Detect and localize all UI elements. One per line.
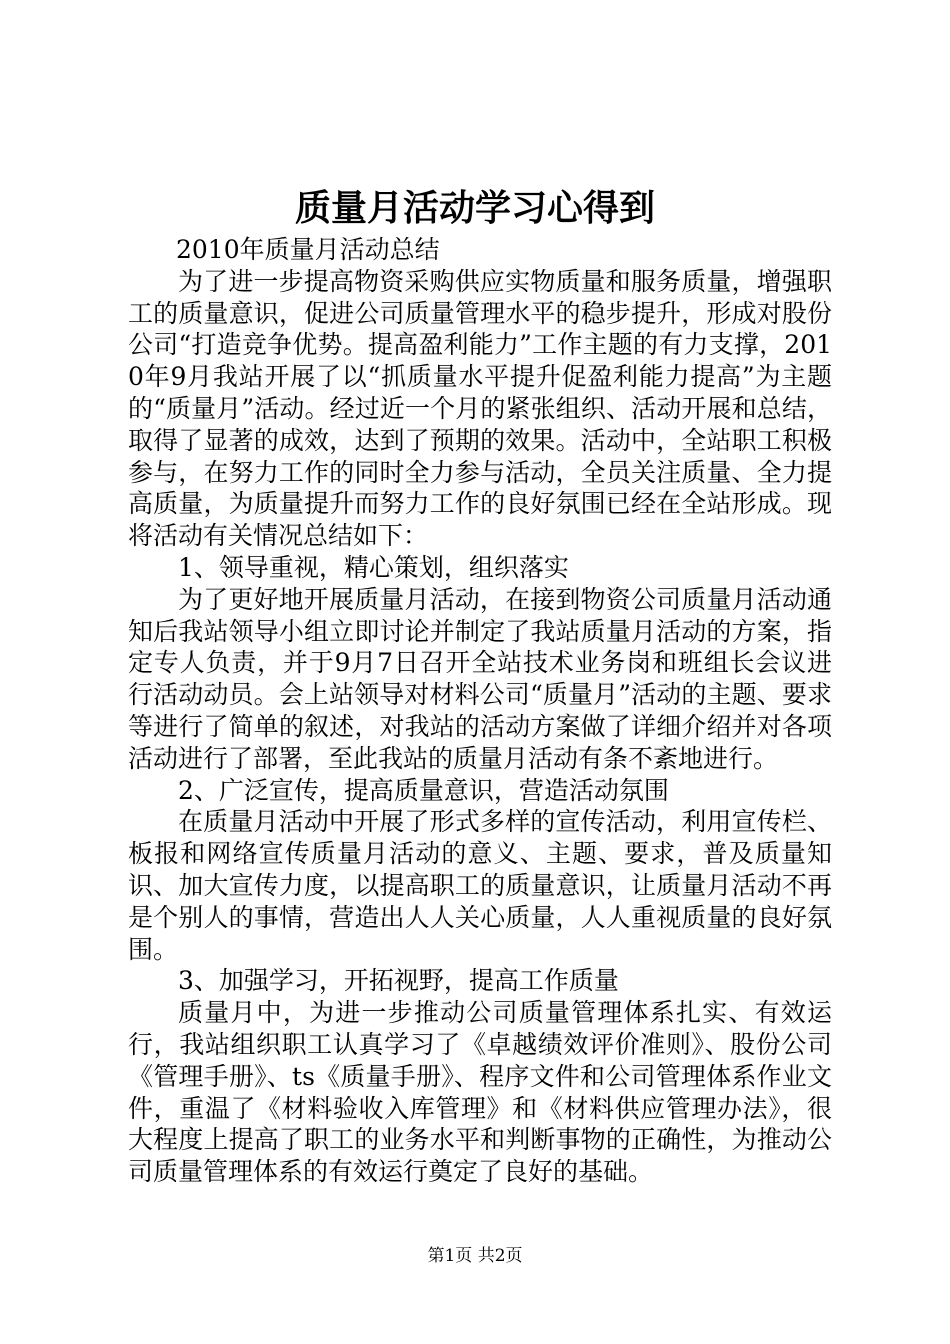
page-title: 质量月活动学习心得到 xyxy=(294,187,655,229)
page-footer: 第1页 共2页 xyxy=(427,1246,523,1266)
paragraph-section-3: 质量月中，为进一步推动公司质量管理体系扎实、有效运行，我站组织职工认真学习了《卓越绩效评价准则》、股份公司《管理手册》、ts《质量手册》、程序文件和公司管理体系作业文件，重温了《材料验收入库管理》和《材料供应管理办法》，很大程度上提高了职工的业务水平和判断事物的正确性，为推动公司质量管理体系的有效运行奠定了良好的基础。 xyxy=(128,998,832,1187)
section-heading-3: 3、加强学习，开拓视野，提高工作质量 xyxy=(178,966,619,996)
paragraph-intro: 为了进一步提高物资采购供应实物质量和服务质量，增强职工的质量意识，促进公司质量管理水平的稳步提升，形成对股份公司“打造竞争优势。提高盈利能力”工作主题的有力支撑，2010年9月我站开展了以“抓质量水平提升促盈利能力提高”为主题的“质量月”活动。经过近一个月的紧张组织、活动开展和总结，取得了显著的成效，达到了预期的效果。活动中，全站职工积极参与，在努力工作的同时全力参与活动，全员关注质量、全力提高质量，为质量提升而努力工作的良好氛围已经在全站形成。现将活动有关情况总结如下： xyxy=(128,266,832,551)
paragraph-section-2: 在质量月活动中开展了形式多样的宣传活动，利用宣传栏、板报和网络宣传质量月活动的意义、主题、要求，普及质量知识、加大宣传力度，以提高职工的质量意识，让质量月活动不再是个别人的事情，营造出人人关心质量，人人重视质量的良好氛围。 xyxy=(128,807,832,964)
section-heading-2: 2、广泛宣传，提高质量意识，营造活动氛围 xyxy=(178,775,669,805)
document-body xyxy=(128,234,832,1188)
paragraph-section-1: 为了更好地开展质量月活动，在接到物资公司质量月活动通知后我站领导小组立即讨论并制定了我站质量月活动的方案，指定专人负责，并于9月7日召开全站技术业务岗和班组长会议进行活动动员。会上站领导对材料公司“质量月”活动的主题、要求等进行了简单的叙述，对我站的活动方案做了详细介绍并对各项活动进行了部署，至此我站的质量月活动有条不紊地进行。 xyxy=(128,584,832,773)
paragraph-subtitle: 2010年质量月活动总结 xyxy=(176,235,440,264)
section-heading-1: 1、领导重视，精心策划，组织落实 xyxy=(178,552,569,582)
